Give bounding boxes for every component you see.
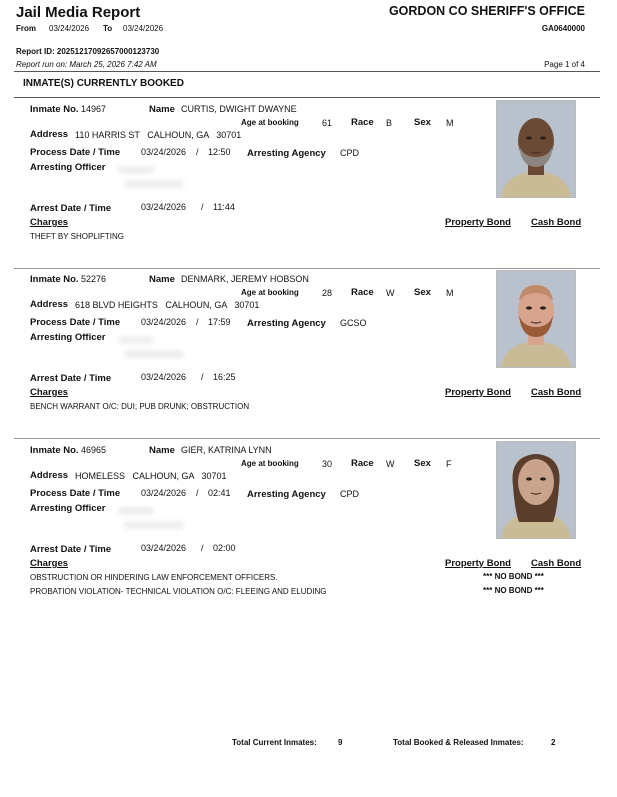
inmate-no-label: Inmate No. [30,445,79,456]
agency-label: Arresting Agency [247,148,326,159]
charge-line: OBSTRUCTION OR HINDERING LAW ENFORCEMENT OFFICERS. [30,573,278,582]
arrest-date: 03/24/2026 [141,543,187,553]
sex-value: M [446,118,454,128]
process-slash: / [196,317,199,327]
age-value: 61 [322,118,333,128]
agency-label: Arresting Agency [247,318,326,329]
arrest-time: 02:00 [213,543,236,553]
charge-line: PROBATION VIOLATION- TECHNICAL VIOLATION O/C: FLEEING AND ELUDING [30,587,327,596]
arrest-label: Arrest Date / Time [30,544,112,555]
report-id: Report ID: 20251217092657000123730 [16,47,160,56]
inmate-no: 46965 [81,445,107,455]
inmate-no: 14967 [81,104,107,114]
inmate-record [0,268,617,438]
officer-redacted [124,521,184,529]
address-label: Address [30,129,69,140]
race-label: Race [351,117,374,128]
race-value: W [386,459,395,469]
arrest-slash: / [201,372,204,382]
arrest-slash: / [201,543,204,553]
age-label: Age at booking [241,288,299,297]
arrest-time: 11:44 [213,202,235,212]
mugshot-photo [496,441,576,539]
arrest-slash: / [201,202,204,212]
cash-bond-label: Cash Bond [531,558,582,569]
agency-value: GCSO [340,318,367,328]
race-label: Race [351,458,374,469]
property-bond-label: Property Bond [445,387,511,398]
address-label: Address [30,299,69,310]
age-label: Age at booking [241,459,299,468]
sex-value: F [446,459,452,469]
charges-label: Charges [30,217,69,228]
process-slash: / [196,147,199,157]
address-value: HOMELESS CALHOUN, GA 30701 [75,471,227,481]
process-time: 17:59 [208,317,231,327]
officer-redacted [118,336,154,344]
officer-redacted [118,507,154,515]
to-date: 03/24/2026 [123,24,164,33]
from-date: 03/24/2026 [49,24,90,33]
section-title: INMATE(S) CURRENTLY BOOKED [23,78,184,89]
officer-redacted [118,166,154,174]
name-label: Name [149,104,175,115]
mugshot-photo [496,100,576,198]
process-date: 03/24/2026 [141,317,187,327]
process-date: 03/24/2026 [141,147,187,157]
race-value: B [386,118,393,128]
charge-line: THEFT BY SHOPLIFTING [30,232,124,241]
bond-value: *** NO BOND *** [483,572,544,581]
report-run-on: Report run on: March 25, 2026 7:42 AM [16,60,157,69]
process-time: 12:50 [208,147,231,157]
charge-line: BENCH WARRANT O/C: DUI; PUB DRUNK; OBSTRUCTION [30,402,250,411]
name-label: Name [149,445,175,456]
address-label: Address [30,470,69,481]
header-divider [14,71,600,72]
property-bond-label: Property Bond [445,217,511,228]
total-current-value: 9 [338,738,343,747]
cash-bond-label: Cash Bond [531,217,582,228]
address-value: 618 BLVD HEIGHTS CALHOUN, GA 30701 [75,300,260,310]
agency-value: CPD [340,148,360,158]
inmate-name: DENMARK, JEREMY HOBSON [181,274,309,284]
process-label: Process Date / Time [30,317,121,328]
sex-label: Sex [414,287,431,298]
mugshot-photo [496,270,576,368]
office-name: GORDON CO SHERIFF'S OFFICE [388,4,585,18]
agency-label: Arresting Agency [247,489,326,500]
report-title: Jail Media Report [16,4,141,21]
address-value: 110 HARRIS ST CALHOUN, GA 30701 [75,130,242,140]
officer-redacted [124,180,184,188]
agency-code: GA0640000 [541,24,585,33]
agency-value: CPD [340,489,360,499]
arrest-label: Arrest Date / Time [30,203,112,214]
sex-value: M [446,288,454,298]
age-value: 28 [322,288,333,298]
process-slash: / [196,488,199,498]
process-label: Process Date / Time [30,488,121,499]
page-number: Page 1 of 4 [544,60,585,69]
age-value: 30 [322,459,333,469]
from-label: From [16,24,36,33]
arrest-date: 03/24/2026 [141,372,187,382]
process-time: 02:41 [208,488,231,498]
arrest-date: 03/24/2026 [141,202,187,212]
process-date: 03/24/2026 [141,488,187,498]
cash-bond-label: Cash Bond [531,387,582,398]
inmate-name: GIER, KATRINA LYNN [181,445,272,455]
officer-label: Arresting Officer [30,332,106,343]
age-label: Age at booking [241,118,299,127]
race-label: Race [351,287,374,298]
arrest-label: Arrest Date / Time [30,373,112,384]
arrest-time: 16:25 [213,372,236,382]
officer-label: Arresting Officer [30,503,106,514]
process-label: Process Date / Time [30,147,121,158]
inmate-no: 52276 [81,274,107,284]
inmate-no-label: Inmate No. [30,104,79,115]
sex-label: Sex [414,117,431,128]
total-current-label: Total Current Inmates: [232,738,317,747]
inmate-name: CURTIS, DWIGHT DWAYNE [181,104,297,114]
charges-label: Charges [30,387,69,398]
charges-label: Charges [30,558,69,569]
name-label: Name [149,274,175,285]
total-released-label: Total Booked & Released Inmates: [393,738,524,747]
bond-value: *** NO BOND *** [483,586,544,595]
officer-label: Arresting Officer [30,162,106,173]
inmate-record [0,439,617,609]
property-bond-label: Property Bond [445,558,511,569]
inmate-no-label: Inmate No. [30,274,79,285]
inmate-record [0,98,617,268]
total-released-value: 2 [551,738,556,747]
sex-label: Sex [414,458,431,469]
to-label: To [103,24,113,33]
officer-redacted [124,350,184,358]
race-value: W [386,288,395,298]
